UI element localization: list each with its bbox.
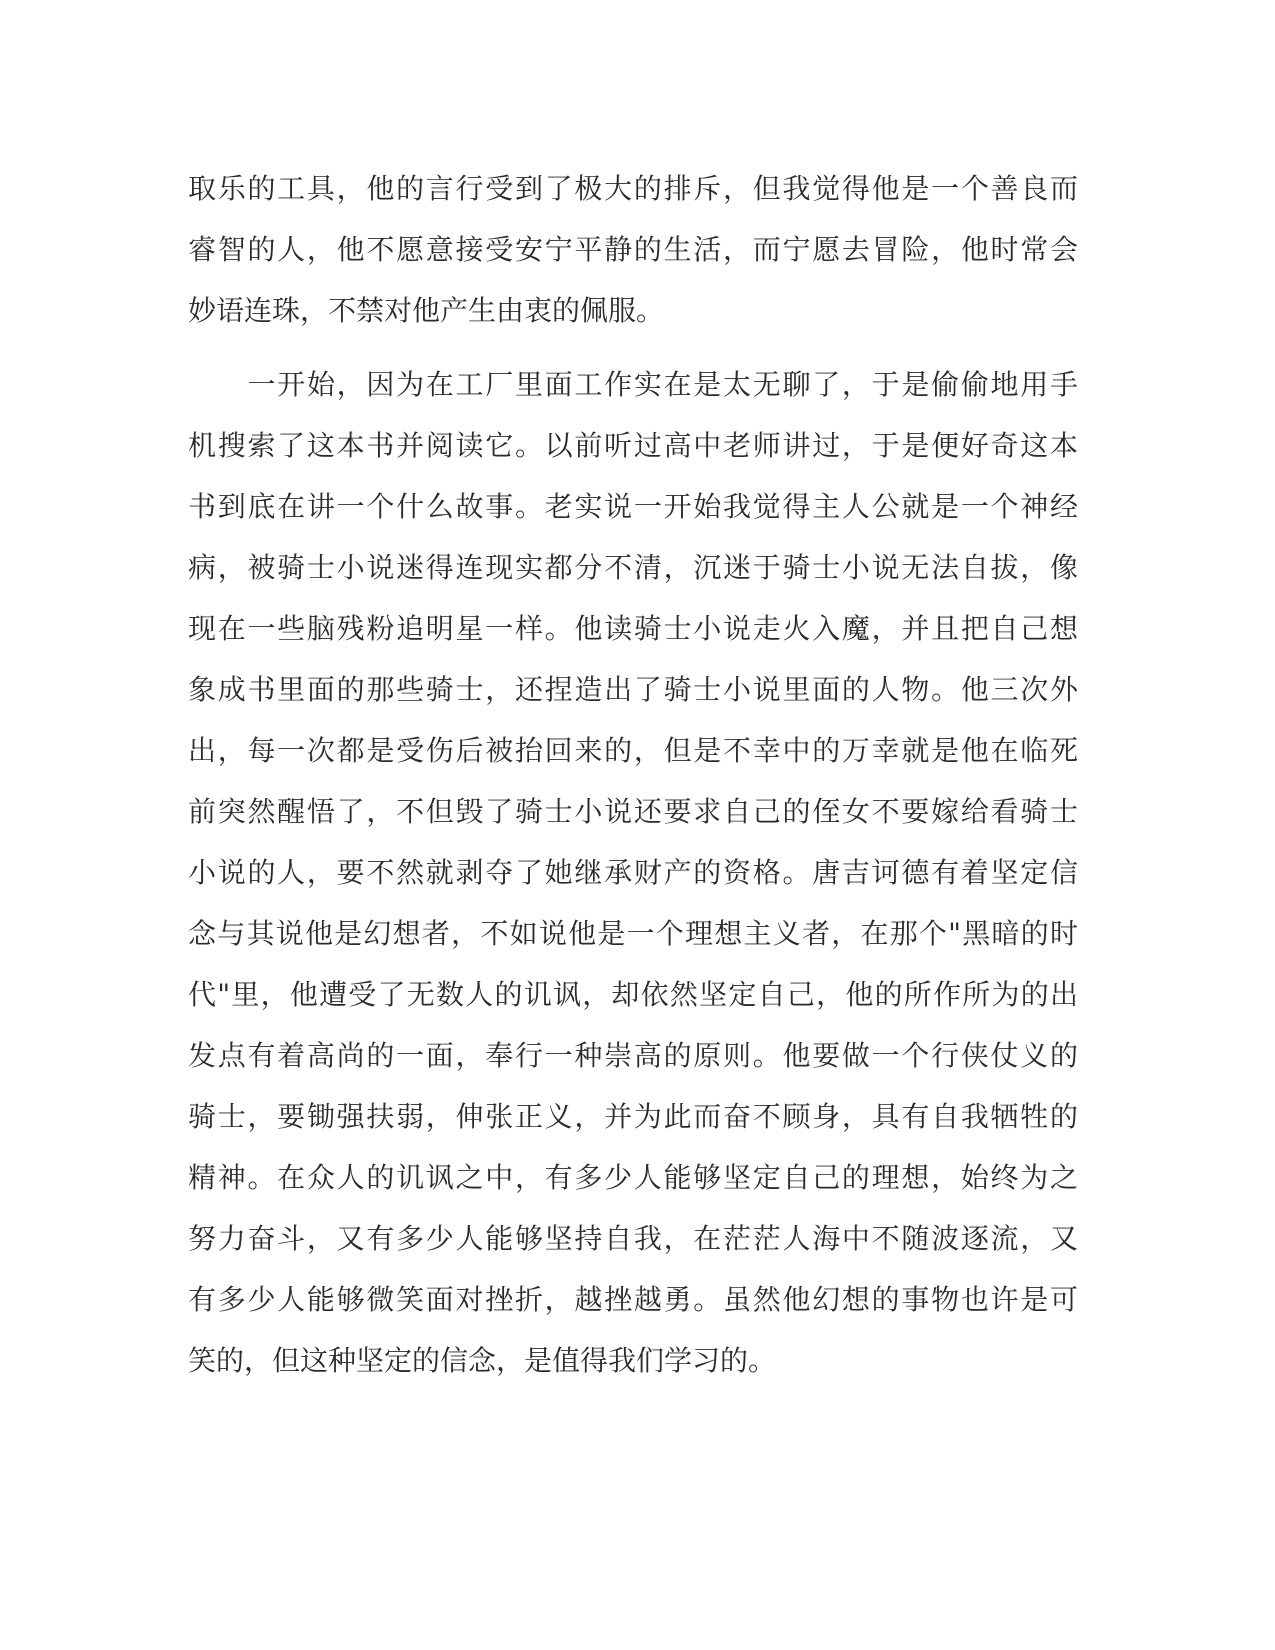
- text-line: 努力奋斗，又有多少人能够坚持自我，在茫茫人海中不随波逐流，又: [188, 1222, 1078, 1255]
- text-line: 有多少人能够微笑面对挫折，越挫越勇。虽然他幻想的事物也许是可: [188, 1283, 1078, 1316]
- paragraph-spacing: [188, 341, 1078, 354]
- text-line: 笑的，但这种坚定的信念，是值得我们学习的。: [188, 1344, 777, 1377]
- document-body: [188, 158, 1078, 1391]
- paragraph-1: [188, 158, 1078, 341]
- text-line: 睿智的人，他不愿意接受安宁平静的生活，而宁愿去冒险，他时常会: [188, 233, 1078, 266]
- text-line: 一开始，因为在工厂里面工作实在是太无聊了，于是偷偷地用手: [188, 368, 1078, 401]
- text-line: 骑士，要锄强扶弱，伸张正义，并为此而奋不顾身，具有自我牺牲的: [188, 1100, 1078, 1133]
- text-line: 象成书里面的那些骑士，还捏造出了骑士小说里面的人物。他三次外: [188, 673, 1078, 706]
- text-line: 前突然醒悟了，不但毁了骑士小说还要求自己的侄女不要嫁给看骑士: [188, 795, 1078, 828]
- text-line: 书到底在讲一个什么故事。老实说一开始我觉得主人公就是一个神经: [188, 490, 1078, 523]
- paragraph-2: [188, 354, 1078, 1391]
- text-line: 现在一些脑残粉追明星一样。他读骑士小说走火入魔，并且把自己想: [188, 612, 1078, 645]
- text-line: 发点有着高尚的一面，奉行一种崇高的原则。他要做一个行侠仗义的: [188, 1039, 1078, 1072]
- text-line: 念与其说他是幻想者，不如说他是一个理想主义者，在那个"黑暗的时: [188, 917, 1078, 950]
- text-line: 精神。在众人的讥讽之中，有多少人能够坚定自己的理想，始终为之: [188, 1161, 1078, 1194]
- text-line: 出，每一次都是受伤后被抬回来的，但是不幸中的万幸就是他在临死: [188, 734, 1078, 767]
- text-line: 病，被骑士小说迷得连现实都分不清，沉迷于骑士小说无法自拔，像: [188, 551, 1078, 584]
- text-line: 取乐的工具，他的言行受到了极大的排斥，但我觉得他是一个善良而: [188, 172, 1078, 205]
- text-line: 机搜索了这本书并阅读它。以前听过高中老师讲过，于是便好奇这本: [188, 429, 1078, 462]
- text-line: 小说的人，要不然就剥夺了她继承财产的资格。唐吉诃德有着坚定信: [188, 856, 1078, 889]
- text-line: 代"里，他遭受了无数人的讥讽，却依然坚定自己，他的所作所为的出: [188, 978, 1078, 1011]
- text-line: 妙语连珠，不禁对他产生由衷的佩服。: [188, 294, 665, 327]
